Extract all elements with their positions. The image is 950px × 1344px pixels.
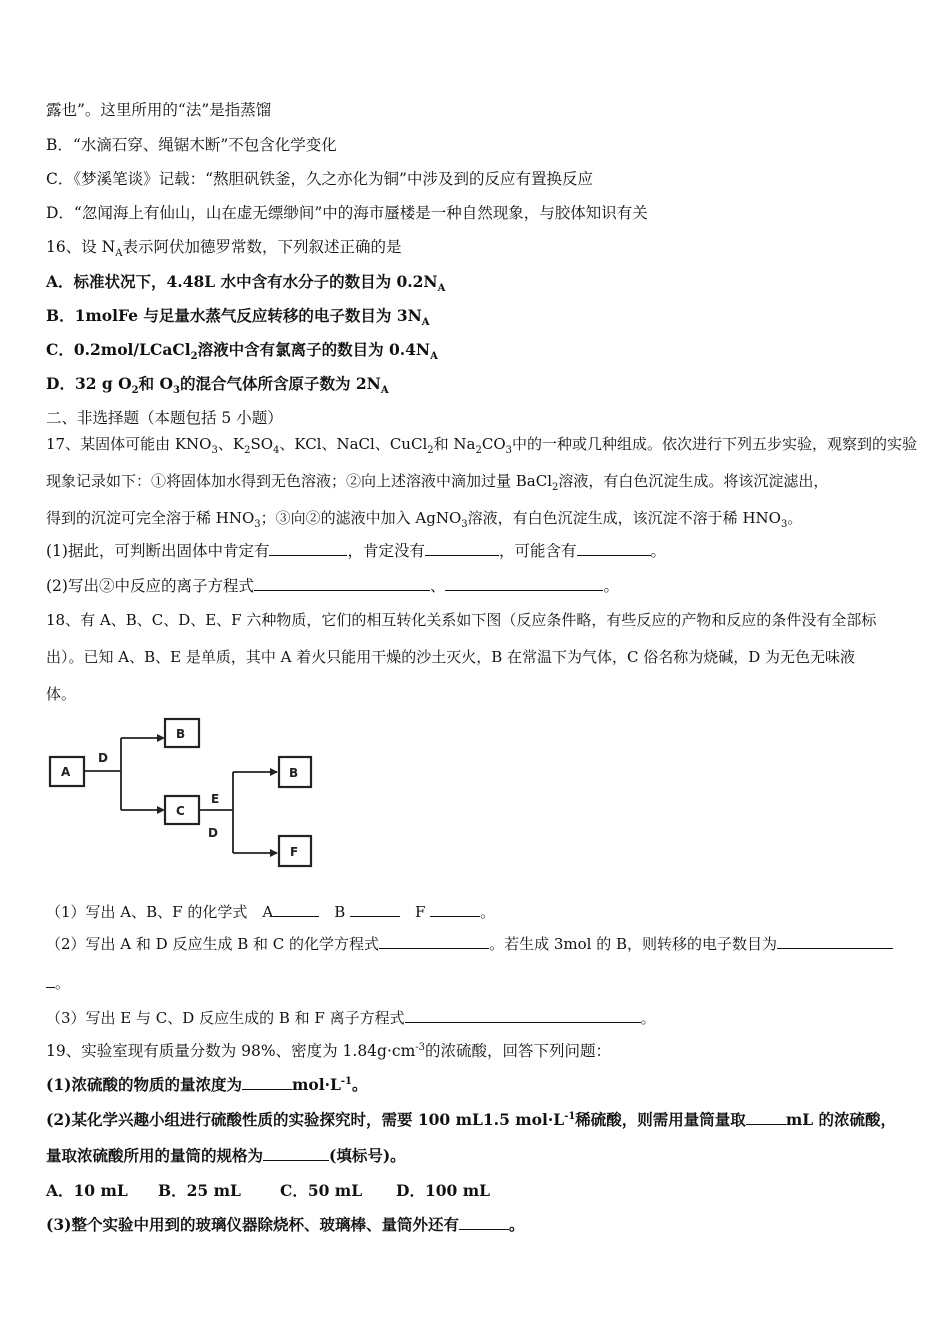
diagram-label: C (176, 804, 185, 818)
text-line: 露也”。这里所用的“法”是指蒸馏 (46, 101, 272, 119)
q18-part2: （2）写出 A 和 D 反应生成 B 和 C 的化学方程式 。若生成 3mol 的 B，则转移的电子数目为 (46, 934, 893, 954)
answer-blank[interactable] (350, 902, 400, 917)
q19-part1: (1)浓硫酸的物质的量浓度为 $mol\cdot L^{-1}$。 (46, 1075, 368, 1094)
answer-blank[interactable] (263, 1146, 329, 1161)
diagram-label: F (290, 845, 299, 859)
answer-blank[interactable] (405, 1008, 641, 1023)
q19-part3: (3)整个实验中用到的玻璃仪器除烧杯、玻璃棒、量筒外还有 。 (46, 1215, 525, 1234)
question-18-line1: 18、有 A、B、C、D、E、F 六种物质，它们的相互转化关系如下图（反应条件略，有些反应的产物和反应的条件没有全部标 (46, 611, 877, 629)
conversion-diagram (44, 712, 334, 872)
q19-option-d: D．100 mL (396, 1181, 490, 1200)
q17-part1: (1)据此，可判断出固体中肯定有 ，肯定没有 ，可能含有 。 (46, 542, 667, 560)
option-c: C．《梦溪笔谈》记载：“熬胆矾铁釜，久之亦化为铜”中涉及到的反应有置换反应 (46, 170, 593, 188)
answer-blank[interactable] (459, 1215, 509, 1230)
arrowhead-icon (157, 734, 165, 742)
answer-blank[interactable] (425, 541, 499, 556)
answer-blank[interactable] (777, 934, 893, 949)
question-17-line3: 得到的沉淀可完全溶于稀 $HNO_3$；③向②的滤液中加入 AgNO$_3$溶液，有白色沉淀生成，该沉淀不溶于稀 $HNO_3$。 (46, 509, 803, 530)
question-16: 16、设 $N_A$表示阿伏加德罗常数，下列叙述正确的是 (46, 238, 402, 260)
q19-options (46, 1181, 490, 1201)
question-19: 19、实验室现有质量分数为 98%、密度为 $1.84g\cdot cm^{-3}$的浓硫酸，回答下列问题： (46, 1041, 612, 1060)
q19-part2-cont: 量取浓硫酸所用的量筒的规格为 (填标号)。 (46, 1146, 406, 1165)
diagram-label: B (176, 727, 186, 741)
q17-part2: (2)写出②中反应的离子方程式 、 。 (46, 577, 619, 595)
question-18-line2: 出）。已知 A、B、E 是单质，其中 A 着火只能用干燥的沙土灭火，B 在常温下为气体，C 俗名称为烧碱，D 为无色无味液 (46, 648, 856, 666)
answer-blank[interactable] (273, 902, 319, 917)
answer-blank[interactable] (746, 1110, 786, 1125)
q19-option-c: C．50 mL (280, 1181, 363, 1200)
q19-part2: (2)某化学兴趣小组进行硫酸性质的实验探究时，需要 100 mL1.5 $mol\cdot L^{-1}$稀硫酸，则需用量筒量取 mL 的浓硫酸， (46, 1110, 897, 1129)
answer-blank[interactable] (445, 576, 603, 591)
q16-option-d: D．32 g $O_2$和 $O_3$的混合气体所含原子数为 $2N_A$ (46, 374, 389, 397)
answer-blank[interactable] (430, 902, 480, 917)
option-d: D．“忽闻海上有仙山，山在虚无缥缈间”中的海市蜃楼是一种自然现象，与胶体知识有关 (46, 204, 648, 222)
q19-option-b: B．25 mL (158, 1181, 241, 1200)
diagram-edge-label: E (211, 792, 220, 806)
diagram-edge-label: D (208, 826, 218, 840)
diagram-label: A (61, 765, 71, 779)
diagram-edge-label: D (98, 751, 108, 765)
arrowhead-icon (270, 849, 278, 857)
question-18-line3: 体。 (46, 685, 77, 703)
answer-blank[interactable] (46, 973, 55, 988)
answer-blank[interactable] (379, 934, 489, 949)
q16-option-a: A．标准状况下，4.48L 水中含有水分子的数目为 $0.2N_A$ (46, 272, 446, 295)
section-heading: 二、非选择题（本题包括 5 小题） (46, 409, 283, 427)
q18-part2-cont: 。 (46, 973, 70, 993)
answer-blank[interactable] (269, 541, 347, 556)
q16-option-b: B．1molFe 与足量水蒸气反应转移的电子数目为 $3N_A$ (46, 306, 430, 329)
answer-blank[interactable] (577, 541, 651, 556)
question-17-line1: 17、某固体可能由 $KNO_3$、$K_2SO_4$、KCl、NaCl、CuCl$_2$和 $Na_2CO_3$中的一种或几种组成。依次进行下列五步实验，观察到的实验 (46, 435, 918, 456)
diagram-label: B (289, 766, 299, 780)
q18-part1: （1）写出 A、B、F 的化学式 A B F 。 (46, 903, 496, 921)
answer-blank[interactable] (254, 576, 430, 591)
q19-option-a: A．10 mL (46, 1181, 128, 1200)
q18-part3: （3）写出 E 与 C、D 反应生成的 B 和 F 离子方程式 。 (46, 1009, 656, 1027)
option-b: B．“水滴石穿、绳锯木断”不包含化学变化 (46, 136, 337, 154)
arrowhead-icon (157, 806, 165, 814)
answer-blank[interactable] (242, 1075, 292, 1090)
arrowhead-icon (270, 768, 278, 776)
q16-option-c: C．0.2mol/LCaCl$_2$溶液中含有氯离子的数目为 $0.4N_A$ (46, 340, 438, 363)
question-17-line2: 现象记录如下：①将固体加水得到无色溶液；②向上述溶液中滴加过量 BaCl$_2$溶液，有白色沉淀生成。将该沉淀滤出， (46, 472, 829, 493)
